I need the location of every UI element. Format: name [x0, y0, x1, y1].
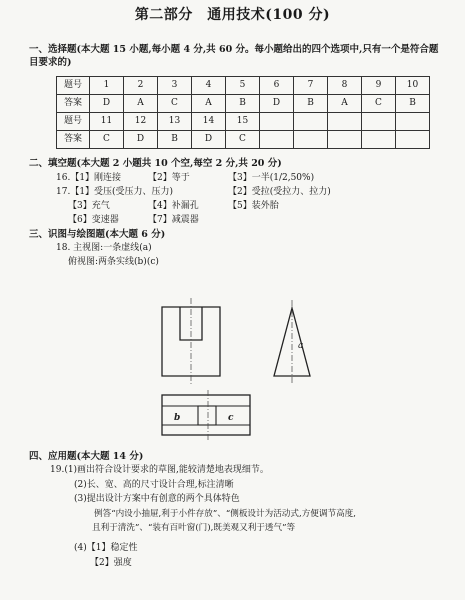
q18-top-view: 俯视图:两条实线(b)(c)	[68, 257, 159, 267]
question-number-cell: 3	[158, 77, 192, 95]
question-number-cell	[328, 113, 362, 131]
answer-cell: C	[226, 131, 260, 149]
answer-cell: B	[396, 95, 430, 113]
section4-heading: 四、应用题(本大题 14 分)	[29, 451, 144, 462]
label-b: b	[174, 413, 181, 423]
row-header: 题号	[57, 77, 90, 95]
label-a: a	[298, 341, 304, 351]
answer-cell: C	[362, 95, 396, 113]
q17-blank5: 【5】装外胎	[228, 201, 279, 211]
question-number-cell: 1	[90, 77, 124, 95]
table-row-question-numbers	[57, 113, 430, 131]
answer-cell: D	[260, 95, 294, 113]
q19-part2: (2)长、宽、高的尺寸设计合理,标注清晰	[74, 480, 234, 490]
answer-cell: B	[294, 95, 328, 113]
answer-table	[56, 76, 430, 149]
q16-blank1: 16.【1】刚连接	[56, 173, 122, 183]
q17-blank3: 【3】充气	[68, 201, 110, 211]
q19-part4-blank2: 【2】强度	[90, 558, 132, 568]
question-number-cell: 8	[328, 77, 362, 95]
question-number-cell: 4	[192, 77, 226, 95]
question-number-cell: 13	[158, 113, 192, 131]
answer-cell: A	[192, 95, 226, 113]
q16-blank2: 【2】等于	[148, 173, 190, 183]
q17-blank1: 17.【1】受压(受压力、压力)	[56, 187, 174, 197]
question-number-cell: 2	[124, 77, 158, 95]
q19-part1: 19.(1)画出符合设计要求的草图,能较清楚地表现细节。	[50, 465, 269, 475]
row-header: 答案	[57, 95, 90, 113]
answer-cell: D	[90, 95, 124, 113]
answer-cell: B	[226, 95, 260, 113]
q18-main-view: 18. 主视图:一条虚线(a)	[56, 243, 152, 253]
question-number-cell: 11	[90, 113, 124, 131]
q19-part4-blank1: (4)【1】稳定性	[74, 543, 138, 553]
row-header: 答案	[57, 131, 90, 149]
q17-blank7: 【7】减震器	[148, 215, 199, 225]
table-row-question-numbers	[57, 77, 430, 95]
top-view-hole	[198, 406, 216, 425]
answer-cell	[362, 131, 396, 149]
q17-blank2: 【2】受拉(受拉力、拉力)	[228, 187, 331, 197]
section1-heading: 一、选择题(本大题 15 小题,每小题 4 分,共 60 分。每小题给出的四个选项中,只有一个是符合题目要求的)	[29, 44, 439, 68]
q19-example-line1: 例答“内设小抽屉,利于小件存放”、“侧板设计为活动式,方便调节高度,	[94, 509, 357, 519]
question-number-cell	[362, 113, 396, 131]
answer-cell: D	[192, 131, 226, 149]
answer-cell: A	[124, 95, 158, 113]
section2-heading: 二、填空题(本大题 2 小题共 10 个空,每空 2 分,共 20 分)	[29, 158, 282, 169]
question-number-cell	[396, 113, 430, 131]
answer-cell: B	[158, 131, 192, 149]
q17-blank4: 【4】补漏孔	[148, 201, 199, 211]
answer-cell: A	[328, 95, 362, 113]
question-number-cell	[294, 113, 328, 131]
q17-blank6: 【6】变速器	[68, 215, 119, 225]
three-view-drawing	[150, 296, 340, 446]
table-row-answers	[57, 131, 430, 149]
question-number-cell: 7	[294, 77, 328, 95]
question-number-cell: 12	[124, 113, 158, 131]
q19-part3: (3)提出设计方案中有创意的两个具体特色	[74, 494, 240, 504]
question-number-cell: 9	[362, 77, 396, 95]
q16-blank3: 【3】一半(1/2,50%)	[228, 173, 315, 183]
answer-cell: D	[124, 131, 158, 149]
row-header: 题号	[57, 113, 90, 131]
question-number-cell: 6	[260, 77, 294, 95]
question-number-cell: 10	[396, 77, 430, 95]
answer-cell	[396, 131, 430, 149]
question-number-cell: 5	[226, 77, 260, 95]
question-number-cell	[260, 113, 294, 131]
question-number-cell: 15	[226, 113, 260, 131]
answer-cell: C	[158, 95, 192, 113]
answer-cell	[294, 131, 328, 149]
q19-example-line2: 且利于清洗”、“装有百叶窗(门),既美观又利于透气”等	[92, 523, 296, 533]
table-row-answers	[57, 95, 430, 113]
answer-cell	[260, 131, 294, 149]
answer-cell	[328, 131, 362, 149]
label-c: c	[228, 413, 234, 423]
answer-cell: C	[90, 131, 124, 149]
question-number-cell: 14	[192, 113, 226, 131]
page-title: 第二部分 通用技术(100 分)	[134, 7, 331, 23]
section3-heading: 三、识图与绘图题(本大题 6 分)	[29, 229, 166, 240]
